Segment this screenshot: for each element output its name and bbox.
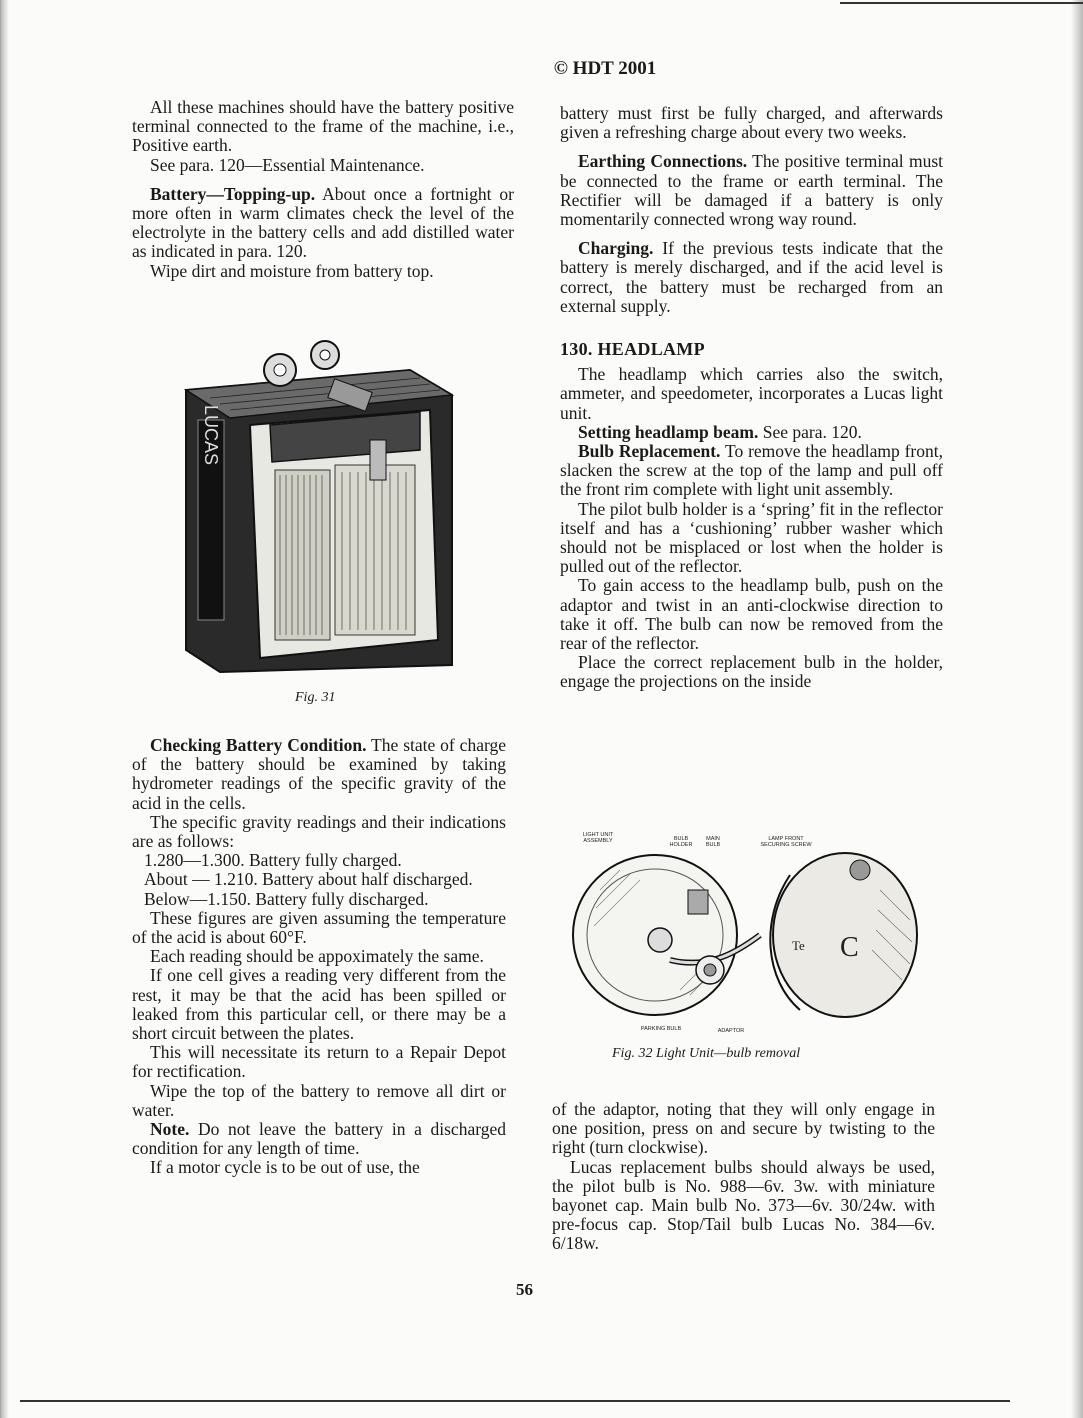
label-bulb-holder: BULB HOLDER [669,836,693,848]
setting-body: See para. 120. [758,421,862,442]
note-heading: Note. [150,1119,190,1140]
out-of-use-paragraph: If a motor cycle is to be out of use, the [150,1157,420,1178]
light-unit-illustration [560,830,930,1040]
fig31-caption: Fig. 31 [295,690,336,705]
fig32-caption: Fig. 32 Light Unit—bulb removal [612,1046,801,1061]
topping-up-heading: Battery—Topping-up. [150,183,316,204]
intro-paragraph: All these machines should have the battery positive terminal connected to the frame of the machine, i.e., Positive earth. [132,97,514,156]
sg-reading-1: 1.280—1.300. Battery fully charged. [144,850,402,871]
label-adaptor: ADAPTOR [717,1028,745,1034]
checking-heading: Checking Battery Condition. [150,735,367,755]
continued-paragraph: battery must first be fully charged, and afterwards given a refreshing charge about every two weeks. [560,103,943,143]
checking-paragraph [132,736,506,813]
right-column-top [560,104,943,692]
wipe-paragraph: Wipe the top of the battery to remove all dirt or water. [132,1080,506,1120]
label-parking-bulb: PARKING BULB [640,1026,682,1032]
left-column-top [132,98,514,281]
repair-paragraph: This will necessitate its return to a Repair Depot for rectification. [132,1042,506,1082]
note-body: Do not leave the battery in a discharged condition for any length of time. [132,1119,506,1159]
scan-top-line [840,2,1083,4]
charging-paragraph [560,239,943,316]
battery-illustration [180,340,460,680]
wipe-dirt-paragraph: Wipe dirt and moisture from battery top. [150,260,434,281]
scan-edge-right [1071,0,1083,1418]
light-unit-figure [560,830,930,1040]
bulb-body: To remove the headlamp front, slacken the screw at the top of the lamp and pull off the front rim complete with light unit assembly. [560,441,943,500]
charging-body: If the previous tests indicate that the battery is merely discharged, and if the acid level is correct, the battery must be recharged from an external supply. [560,238,943,316]
place-paragraph: Place the correct replacement bulb in the holder, engage the projections on the inside [560,652,943,692]
earthing-body: The positive terminal must be connected to the frame or earth terminal. The Rectifier will be damaged if a battery is only momentarily connected wrong way round. [560,151,943,230]
bulb-paragraph [560,442,943,500]
sg-note: These figures are given assuming the temperature of the acid is about 60°F. [132,907,506,948]
sg-reading-2: About — 1.210. Battery about half discharged. [144,869,473,890]
right-column-bottom [552,1100,935,1254]
scan-bottom-line [20,1400,1010,1402]
headlamp-intro: The headlamp which carries also the switch, ammeter, and speedometer, incorporates a Lucas light unit. [560,364,943,423]
charging-heading: Charging. [578,238,654,259]
each-reading: Each reading should be appoximately the same. [150,946,484,967]
pilot-paragraph: The pilot bulb holder is a ‘spring’ fit in the reflector itself and has a ‘cushioning’ rubber washer which should not be misplaced or lost when the holder is pulled out of the reflector. [560,498,943,577]
bulb-heading: Bulb Replacement. [578,441,721,462]
adaptor-continued-paragraph: of the adaptor, noting that they will only engage in one position, press on and secure by twisting to the right (turn clockwise). [552,1099,935,1158]
battery-logo-text: LUCAS [201,404,221,466]
battery-cutaway-figure [180,340,460,680]
label-light-unit: LIGHT UNIT ASSEMBLY [582,832,614,844]
sg-reading-3: Below—1.150. Battery fully discharged. [144,888,429,909]
headlamp-section-heading: 130. HEADLAMP [560,339,705,360]
page-header: © HDT 2001 [553,58,657,79]
setting-paragraph [560,423,943,442]
lamp-front-mark: Te [792,938,805,953]
label-lamp-front: LAMP FRONT SECURING SCREW [760,836,812,848]
setting-heading: Setting headlamp beam. [578,421,759,442]
earthing-paragraph [560,152,943,229]
earthing-heading: Earthing Connections. [578,151,748,172]
access-paragraph: To gain access to the headlamp bulb, push on the adaptor and twist in an anti-clockwise direction to take it off. The bulb can now be removed from the rear of the reflector. [560,575,943,654]
lamp-front-mark-2: C [840,932,859,963]
one-cell-paragraph: If one cell gives a reading very different from the rest, it may be that the acid has been spilled or leaked from this particular cell, or there may be a short circuit between the plates. [132,965,506,1044]
note-paragraph [132,1120,506,1158]
sg-intro: The specific gravity readings and their indications are as follows: [132,811,506,852]
checking-body: The state of charge of the battery should be examined by taking hydrometer readings of the specific gravity of the acid in the cells. [132,735,506,813]
topping-up-paragraph [132,185,514,262]
page-number: 56 [516,1280,533,1299]
intro-reference: See para. 120—Essential Maintenance. [150,154,425,175]
left-column-bottom [132,736,506,1178]
topping-up-body: About once a fortnight or more often in warm climates check the level of the electrolyte in the battery cells and add distilled water as indicated in para. 120. [132,183,514,262]
label-main-bulb: MAIN BULB [705,836,721,848]
scan-edge-left [0,0,18,1418]
lucas-bulbs-paragraph: Lucas replacement bulbs should always be used, the pilot bulb is No. 988—6v. 3w. with miniature bayonet cap. Main bulb No. 373—6v. 30/24w. with pre-focus cap. Stop/Tail bulb Lucas No. 384—6v. 6/18w. [552,1156,935,1254]
